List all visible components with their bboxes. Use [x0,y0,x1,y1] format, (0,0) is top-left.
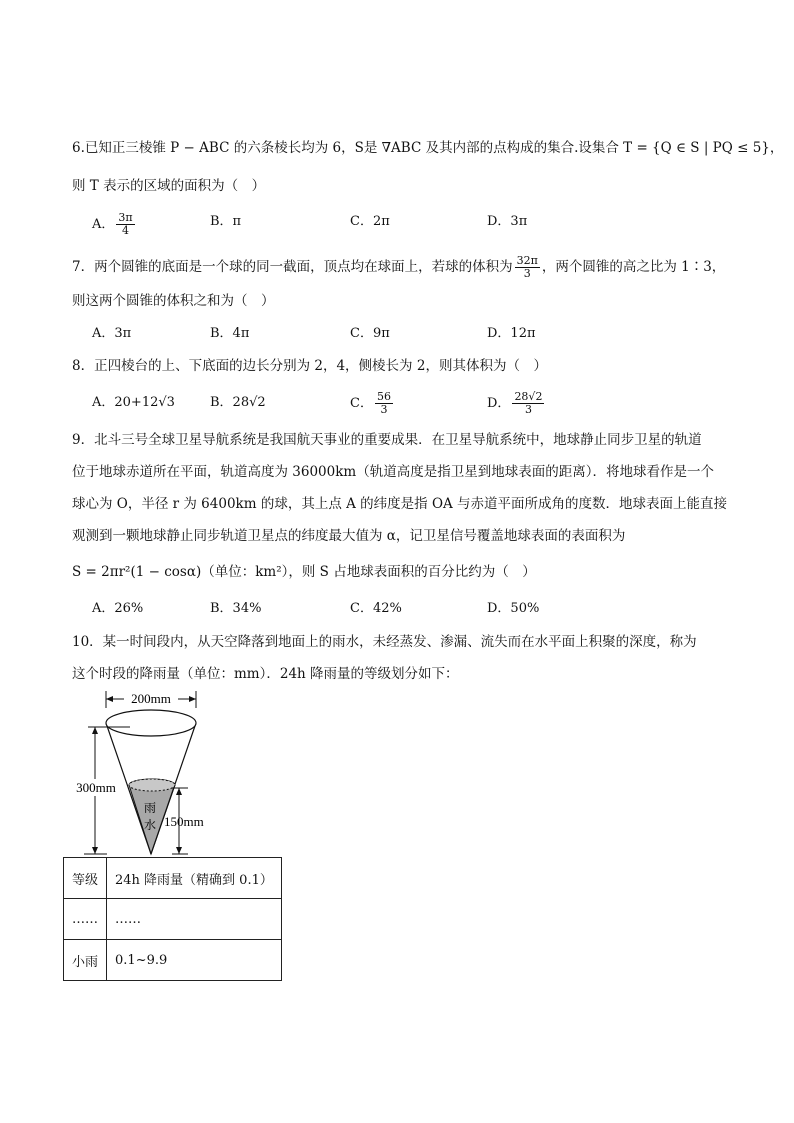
table-cell: 24h 降雨量（精确到 0.1） [107,858,282,899]
q6-option-a-fraction [116,212,134,237]
q6-option-b: B．π [210,214,242,229]
q8-option-a: A．20+12√3 [92,395,175,410]
table-cell: 等级 [64,858,107,899]
table-row [64,899,282,940]
q6-option-a [92,212,137,237]
frac-num: 56 [376,390,391,403]
q8-option-d [487,391,546,416]
q7-line1 [72,255,725,280]
height-dimension-label: 300mm [76,780,116,795]
rain-gauge-figure [60,684,260,859]
rain-char-1: 雨 [143,801,157,815]
q9-line2: 位于地球赤道所在平面，轨道高度为 36000km（轨道高度是指卫星到地球表面的距离）．将地球看作是一个 [72,464,714,480]
top-dimension-arrow-right [189,696,196,702]
q8-option-c-fraction [375,391,393,416]
water-arrow-bottom [176,847,182,854]
table-row [64,940,282,981]
q6-option-c: C．2π [350,214,390,229]
height-arrow-bottom [92,847,98,854]
q9-line5: S = 2πr²(1 − cosα)（单位：km²），则 S 占地球表面积的百分比约为（ ） [72,564,536,580]
water-arrow-top [176,788,182,795]
table-cell: …… [64,899,107,940]
frac-den: 3 [523,267,531,280]
water-dimension-label: 150mm [164,814,204,829]
frac-den: 3 [380,403,388,416]
q9-option-c: C．42% [350,601,402,616]
q9-option-d: D．50% [487,601,540,616]
q8-option-d-fraction [512,391,544,416]
table-row [64,858,282,899]
table-cell: 小雨 [64,940,107,981]
height-arrow-top [92,727,98,734]
q7-line1-text: 7．两个圆锥的底面是一个球的同一截面，顶点均在球面上，若球的体积为 [72,259,513,275]
q7-option-c: C．9π [350,326,390,341]
frac-den: 4 [122,224,129,237]
q8-option-c-label: C． [350,396,373,411]
q6-option-d: D．3π [487,214,528,229]
q7-line1-tail: ，两个圆锥的高之比为 1∶3， [541,259,726,275]
q9-option-a: A．26% [92,601,144,616]
q7-option-d: D．12π [487,326,536,341]
q9-line3: 球心为 O，半径 r 为 6400km 的球，其上点 A 的纬度是指 OA 与赤道平面所成角的度数．地球表面上能直接 [72,496,728,512]
frac-den: 3 [524,403,532,416]
water-surface [129,779,175,791]
table-cell: 0.1~9.9 [107,940,282,981]
q7-option-a: A．3π [92,326,132,341]
q7-volume-fraction [515,255,540,280]
frac-num: 28√2 [514,390,543,403]
frac-num: 32π [516,254,538,267]
q6-option-a-label: A． [92,217,115,232]
cone-rim [106,710,196,736]
q10-line2: 这个时段的降雨量（单位：mm）．24h 降雨量的等级划分如下： [72,666,459,682]
rain-char-2: 水 [143,818,157,832]
table-cell: …… [107,899,282,940]
frac-num: 3π [118,211,133,224]
q8-option-c [350,391,395,416]
q7-option-b: B．4π [210,326,250,341]
q9-line1: 9．北斗三号全球卫星导航系统是我国航天事业的重要成果．在卫星导航系统中，地球静止同步卫星的轨道 [72,432,702,448]
rainfall-grade-table [63,857,282,981]
top-dimension-arrow-left [106,696,113,702]
top-dimension-label: 200mm [131,691,171,706]
q8-option-d-label: D． [487,396,511,411]
q7-line2: 则这两个圆锥的体积之和为（ ） [72,293,275,309]
q9-line4: 观测到一颗地球静止同步轨道卫星点的纬度最大值为 α，记卫星信号覆盖地球表面的表面积为 [72,528,626,544]
q6-line2: 则 T 表示的区域的面积为（ ） [72,178,266,194]
q8-option-b: B．28√2 [210,395,266,410]
q10-line1: 10．某一时间段内，从天空降落到地面上的雨水，未经蒸发、渗漏、流失而在水平面上积聚的深度，称为 [72,634,697,650]
q6-line1: 6.已知正三棱锥 P − ABC 的六条棱长均为 6，S是 ∇ABC 及其内部的点构成的集合.设集合 T = {Q ∈ S | PQ ≤ 5}， [72,140,784,156]
q9-option-b: B．34% [210,601,262,616]
q8-line1: 8．正四棱台的上、下底面的边长分别为 2，4，侧棱长为 2，则其体积为（ ） [72,358,547,374]
